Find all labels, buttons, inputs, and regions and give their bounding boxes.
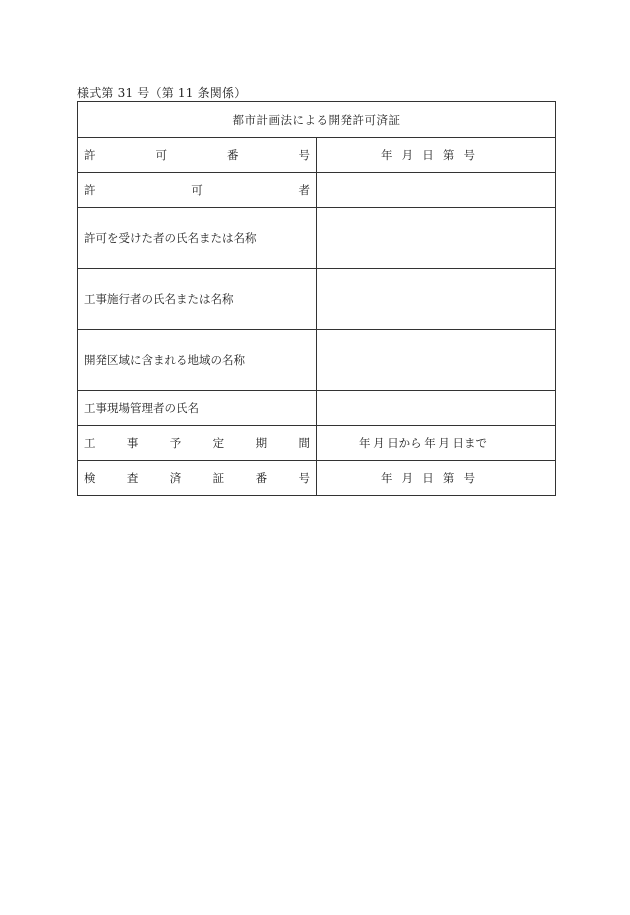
row-area-name	[78, 330, 556, 391]
form-number-label: 様式第 31 号（第 11 条関係）	[77, 86, 247, 100]
recipient-name-label: 許可を受けた者の氏名または名称	[78, 208, 317, 269]
label-char: 事	[126, 436, 139, 450]
area-name-value	[317, 330, 556, 391]
construction-period-value	[317, 426, 556, 461]
site-manager-label: 工事現場管理者の氏名	[78, 391, 317, 426]
row-recipient-name	[78, 208, 556, 269]
label-char: 間	[298, 436, 310, 450]
label-char: 号	[298, 471, 310, 485]
number-prefix: 第	[442, 148, 455, 162]
permit-number-label	[78, 138, 317, 173]
start-day-field: 日から	[387, 436, 422, 450]
day-field: 日	[422, 471, 434, 485]
label-char: 済	[169, 471, 182, 485]
construction-period-label	[78, 426, 317, 461]
start-year-field: 年	[359, 436, 371, 450]
label-char: 可	[155, 148, 167, 162]
row-construction-period	[78, 426, 556, 461]
label-char: 検	[84, 471, 96, 485]
row-contractor-name	[78, 269, 556, 330]
number-suffix: 号	[463, 148, 475, 162]
row-inspection-number	[78, 461, 556, 496]
end-year-field: 年	[424, 436, 436, 450]
start-month-field: 月	[373, 436, 385, 450]
contractor-name-label: 工事施行者の氏名または名称	[78, 269, 317, 330]
site-manager-value	[317, 391, 556, 426]
permit-number-value	[317, 138, 556, 173]
label-char: 番	[255, 471, 268, 485]
row-site-manager	[78, 391, 556, 426]
label-char: 番	[227, 148, 239, 162]
end-day-field: 日まで	[452, 436, 487, 450]
label-char: 許	[84, 183, 96, 197]
recipient-name-value	[317, 208, 556, 269]
label-char: 査	[126, 471, 139, 485]
certificate-table	[77, 101, 556, 496]
area-name-label: 開発区域に含まれる地域の名称	[78, 330, 317, 391]
number-suffix: 号	[463, 471, 475, 485]
permittee-value	[317, 173, 556, 208]
label-char: 定	[212, 436, 225, 450]
day-field: 日	[422, 148, 434, 162]
year-field: 年	[381, 471, 393, 485]
end-month-field: 月	[438, 436, 450, 450]
contractor-name-value	[317, 269, 556, 330]
inspection-number-label	[78, 461, 317, 496]
year-field: 年	[381, 148, 393, 162]
permittee-label	[78, 173, 317, 208]
label-char: 予	[169, 436, 182, 450]
month-field: 月	[401, 471, 414, 485]
month-field: 月	[401, 148, 414, 162]
label-char: 号	[298, 148, 310, 162]
label-char: 者	[298, 183, 310, 197]
label-char: 許	[84, 148, 96, 162]
label-char: 期	[255, 436, 268, 450]
label-char: 工	[84, 436, 96, 450]
certificate-title: 都市計画法による開発許可済証	[78, 102, 556, 138]
label-char: 証	[212, 471, 225, 485]
row-permit-number	[78, 138, 556, 173]
row-permittee	[78, 173, 556, 208]
number-prefix: 第	[442, 471, 455, 485]
label-char: 可	[191, 183, 203, 197]
inspection-number-value	[317, 461, 556, 496]
